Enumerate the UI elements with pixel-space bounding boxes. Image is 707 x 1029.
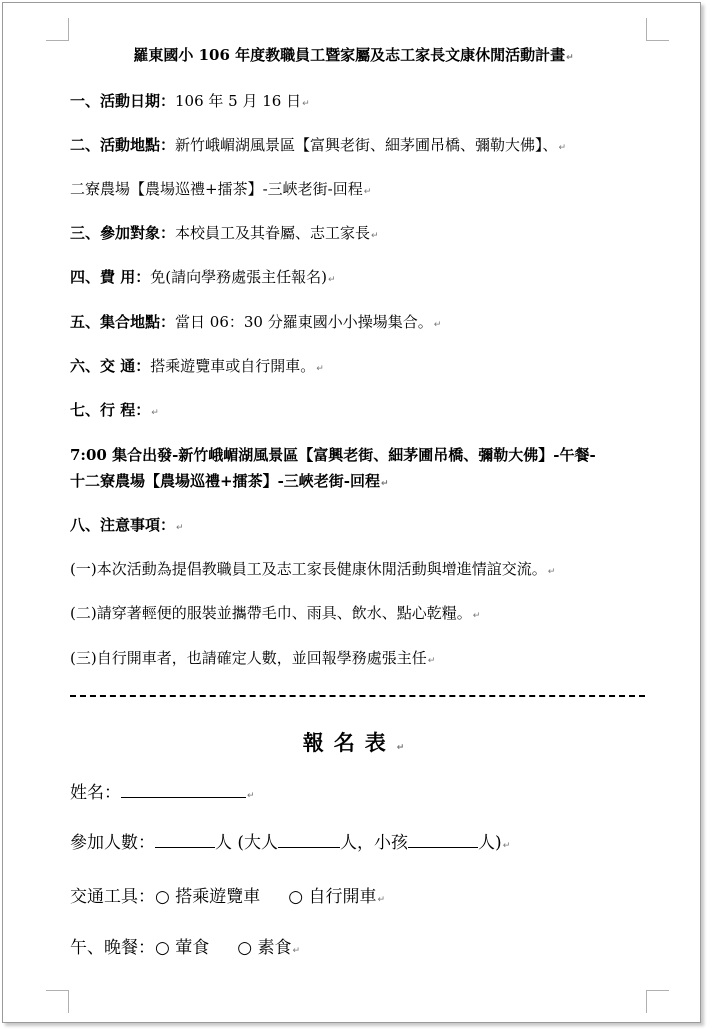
form-row-name [70, 778, 255, 803]
place-value-2: 二寮農場【農場巡禮+擂茶】-三峽老街-回程 [70, 180, 363, 198]
cut-line-divider [70, 695, 645, 697]
notes-label: 八、注意事項： [70, 516, 176, 534]
adult-prefix: (大人 [237, 833, 279, 853]
form-title-text: 報名表 [302, 730, 396, 755]
date-value: 106 年 5 月 16 日 [175, 92, 302, 110]
date-label: 一、活動日期： [70, 92, 176, 110]
itinerary-text-1: 7:00 集合出發-新竹峨嵋湖風景區【富興老街、細茅圃吊橋、彌勒大佛】-午餐- [70, 446, 596, 464]
child-count-blank[interactable] [408, 829, 478, 848]
note-item-3 [70, 647, 435, 668]
note-text-2: (二)請穿著輕便的服裝並攜帶毛巾、雨具、飲水、點心乾糧。 [70, 604, 472, 622]
crop-mark-bottom-right [646, 990, 669, 1013]
radio-self-drive-icon[interactable]: ○ [288, 887, 304, 907]
note-item-2 [70, 602, 480, 623]
paragraph-mark-icon: ↵ [558, 143, 567, 153]
crop-mark-bottom-left [46, 990, 69, 1013]
form-title [0, 727, 707, 757]
count-total-blank[interactable] [155, 829, 215, 848]
radio-bus-icon[interactable]: ○ [155, 887, 170, 907]
fee-value: 免(請向學務處張主任報名) [150, 268, 327, 286]
target-label: 三、參加對象： [70, 224, 176, 242]
paragraph-mark-icon: ↵ [566, 53, 574, 63]
target-value: 本校員工及其眷屬、志工家長 [175, 224, 371, 242]
transport-option-bus: 搭乘遊覽車 [175, 887, 261, 907]
transport-value: 搭乘遊覽車或自行開車。 [150, 357, 316, 375]
count-label: 參加人數： [70, 833, 155, 853]
adult-count-blank[interactable] [278, 829, 340, 848]
paragraph-mark-icon: ↵ [547, 567, 556, 577]
section-notes [70, 514, 184, 535]
meal-option-vegetarian: 素食 [257, 938, 292, 958]
itinerary-text-2: 十二寮農場【農場巡禮+擂茶】-三峽老街-回程 [70, 472, 381, 490]
section-transport [70, 355, 324, 376]
meal-option-meat: 葷食 [175, 938, 210, 958]
crop-mark-top-right [646, 18, 669, 41]
name-blank[interactable] [121, 779, 246, 798]
meet-label: 五、集合地點： [70, 313, 176, 331]
section-target [70, 222, 379, 243]
adult-unit: 人，小孩 [340, 833, 409, 853]
section-itinerary [70, 399, 159, 420]
note-text-3: (三)自行開車者，也請確定人數，並回報學務處張主任 [70, 649, 427, 667]
name-label: 姓名： [70, 783, 121, 803]
paragraph-mark-icon: ↵ [176, 523, 184, 533]
section-fee [70, 266, 336, 287]
radio-meat-icon[interactable]: ○ [155, 938, 170, 958]
transport-label: 六、交 通： [70, 357, 151, 375]
note-text-1: (一)本次活動為提倡教職員工及志工家長健康休閒活動與增進情誼交流。 [70, 560, 547, 578]
fee-label: 四、費 用： [70, 268, 151, 286]
paragraph-mark-icon: ↵ [316, 364, 324, 374]
itinerary-label: 七、行 程： [70, 401, 151, 419]
paragraph-mark-icon: ↵ [302, 99, 310, 109]
paragraph-mark-icon: ↵ [292, 946, 301, 956]
document-title [0, 44, 707, 65]
form-row-transport [70, 882, 385, 907]
paragraph-mark-icon: ↵ [502, 841, 511, 851]
place-value-1: 新竹峨嵋湖風景區【富興老街、細茅圃吊橋、彌勒大佛】、 [175, 136, 558, 154]
paragraph-mark-icon: ↵ [381, 479, 389, 489]
transport-option-self-drive: 自行開車 [308, 887, 377, 907]
meal-label: 午、晚餐： [70, 938, 155, 958]
paragraph-mark-icon: ↵ [433, 320, 442, 330]
count-unit: 人 [215, 833, 232, 853]
paragraph-mark-icon: ↵ [396, 743, 405, 753]
section-place-continued [70, 178, 371, 199]
form-transport-label: 交通工具： [70, 887, 155, 907]
document-page [2, 2, 701, 1023]
meet-value: 當日 06：30 分羅東國小小操場集合。 [175, 313, 433, 331]
paragraph-mark-icon: ↵ [151, 408, 159, 418]
form-row-meal [70, 933, 300, 958]
section-meeting [70, 311, 441, 332]
child-unit: 人) [478, 833, 502, 853]
itinerary-line-1 [70, 444, 596, 465]
paragraph-mark-icon: ↵ [371, 231, 379, 241]
section-date [70, 90, 310, 111]
paragraph-mark-icon: ↵ [472, 611, 481, 621]
section-place [70, 134, 566, 155]
paragraph-mark-icon: ↵ [327, 275, 336, 285]
paragraph-mark-icon: ↵ [427, 656, 436, 666]
document-title-text: 羅東國小 106 年度教職員工暨家屬及志工家長文康休閒活動計畫 [133, 46, 566, 64]
paragraph-mark-icon: ↵ [247, 791, 255, 801]
note-item-1 [70, 558, 555, 579]
paragraph-mark-icon: ↵ [377, 895, 386, 905]
itinerary-line-2 [70, 470, 389, 491]
paragraph-mark-icon: ↵ [363, 187, 372, 197]
radio-vegetarian-icon[interactable]: ○ [237, 938, 253, 958]
place-label: 二、活動地點： [70, 136, 176, 154]
form-row-count [70, 828, 510, 853]
crop-mark-top-left [46, 18, 69, 41]
